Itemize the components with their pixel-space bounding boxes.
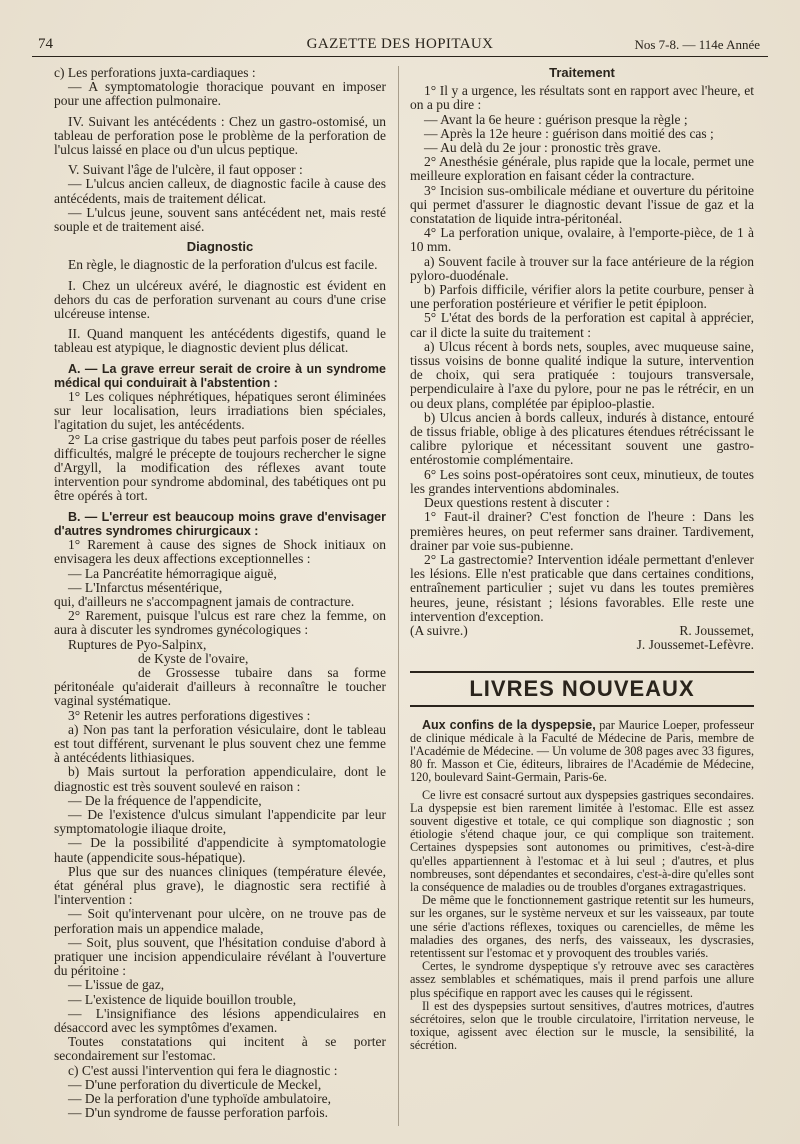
- paragraph: a) Souvent facile à trouver sur la face antérieure de la région pyloro-duodénale.: [410, 253, 754, 283]
- paragraph: — L'existence de liquide bouillon trouble,: [68, 991, 297, 1007]
- paragraph: 3° Incision sus-ombilicale médiane et ouverture du péritoine qui permet d'assurer le diagnostic devant l'issue de gaz et la constatation de liquide intra-péritonéal.: [410, 182, 754, 227]
- paragraph: b) Mais surtout la perforation appendiculaire, dont le diagnostic est très souvent soulevé en raison :: [54, 764, 386, 794]
- paragraph: 1° Rarement à cause des signes de Shock initiaux on envisagera les deux affections exceptionnelles :: [54, 537, 386, 567]
- paragraph: — De la fréquence de l'appendicite,: [68, 792, 262, 808]
- paragraph: 2° La crise gastrique du tabes peut parfois poser de réelles difficultés, malgré le précepte de toujours rechercher le signe d'Argyll, la modification des réflexes avant toute intervention pour syndrome abdominal, des tabétiques ont pu être opérés à tort.: [54, 431, 386, 504]
- paragraph: 1° Il y a urgence, les résultats sont en rapport avec l'heure, et on a pu dire :: [410, 83, 754, 113]
- paragraph: de Kyste de l'ovaire,: [138, 650, 249, 666]
- paragraph: — L'ulcus jeune, souvent sans antécédent net, mais resté souple et de traitement aisé.: [54, 204, 386, 235]
- paragraph: qui, d'ailleurs ne s'accompagnent jamais de contracture.: [54, 593, 355, 609]
- paragraph: — De la perforation d'une typhoïde ambulatoire,: [68, 1091, 331, 1107]
- to-be-continued: (A suivre.): [410, 622, 468, 638]
- paragraph: — D'une perforation du diverticule de Meckel,: [68, 1076, 322, 1092]
- paragraph: I. Chez un ulcéreux avéré, le diagnostic est évident en dehors du cas de perforation survenant au cours d'une crise ulcéreuse intense.: [54, 277, 386, 322]
- paragraph: Certes, le syndrome dyspeptique s'y retrouve avec ses caractères assez semblables et schématiques, mais il prend parfois une allure plus spécifique en rapport avec les causes qui le régissent.: [410, 959, 754, 1000]
- paragraph: b) Ulcus ancien à bords calleux, indurés à distance, entouré de tissus friable, oblige à des plicatures étendues rétrécissant le calibre pylorique et nécessitant souvent une gastro-entérostomie complémentaire.: [410, 409, 754, 468]
- paragraph: 1° Faut-il drainer? C'est fonction de l'heure : Dans les premières heures, on peut refermer sans drainer. Tardivement, drainer par voie sus-pubienne.: [410, 509, 754, 553]
- paragraph: — Avant la 6e heure : guérison presque la règle ;: [424, 111, 688, 127]
- paragraph: — L'ulcus ancien calleux, de diagnostic facile à cause des antécédents, mais de traitement délicat.: [54, 176, 386, 206]
- paragraph: Il est des dyspepsies surtout sensitives, d'autres motrices, d'autres sécrétoires, selon que le trouble circulatoire, l'irritation nerveuse, le toxique, agissent avec élection sur le muscle, la sensibilité, la sécrétion.: [410, 998, 754, 1053]
- left-column: [54, 66, 386, 1120]
- column-divider: [398, 66, 399, 1126]
- journal-title: GAZETTE DES HOPITAUX: [306, 36, 494, 52]
- paragraph: de Grossesse tubaire dans sa forme péritonéale qu'aiderait d'ailleurs à reconnaître le toucher vaginal systématique.: [54, 664, 386, 709]
- paragraph: — D'un syndrome de fausse perforation parfois.: [68, 1105, 328, 1121]
- paragraph: — De l'existence d'ulcus simulant l'appendicite par leur symptomatologie iliaque droite,: [54, 806, 386, 837]
- paragraph: De même que le fonctionnement gastrique retentit sur les humeurs, sur les organes, sur le système nerveux et sur les vaisseaux, par toute une série d'actions réflexes, toxiques ou carencielles, de même les maladies des organes, des nerfs, des vaisseaux, les dyscrasies, retentissent sur l'estomac et y provoquent des troubles variés.: [410, 893, 754, 960]
- paragraph: — De la possibilité d'appendicite à symptomatologie haute (appendicite sous-hépatique).: [54, 835, 386, 865]
- paragraph: — Soit, plus souvent, que l'hésitation conduise d'abord à pratiquer une incision appendiculaire révélant à l'ouverture du péritoine :: [54, 934, 386, 979]
- header-rule: [32, 56, 768, 57]
- paragraph: 2° La gastrectomie? Intervention idéale permettant d'enlever les lésions. Elle n'est praticable que dans certaines conditions, entraînement particulier ; sujet vu dans les toutes premières heures, jeune, résistant ; lésions favorables. Elle reste une intervention d'exception.: [410, 551, 754, 624]
- author-1: R. Joussemet,: [679, 623, 754, 639]
- section-heading: Traitement: [549, 65, 615, 80]
- right-column: [410, 66, 754, 1053]
- paragraph: II. Quand manquent les antécédents digestifs, quand le tableau est atypique, le diagnostic devient plus délicat.: [54, 326, 386, 356]
- paragraph: 1° Les coliques néphrétiques, hépatiques seront éliminées sur leur localisation, leurs irradiations bien spéciales, l'agitation du sujet, les antécédents.: [54, 389, 386, 433]
- page-number: 74: [38, 36, 53, 52]
- paragraph: Ruptures de Pyo-Salpinx,: [68, 636, 207, 652]
- paragraph: IV. Suivant les antécédents : Chez un gastro-ostomisé, un tableau de perforation pose le problème de la perforation de l'ulcus laissé en place ou d'un ulcus peptique.: [54, 113, 386, 158]
- review-title: Aux confins de la dyspepsie,: [422, 717, 596, 732]
- paragraph: En règle, le diagnostic de la perforation d'ulcus est facile.: [68, 257, 378, 273]
- paragraph: — A symptomatologie thoracique pouvant en imposer pour une affection pulmonaire.: [54, 79, 386, 109]
- paragraph: Plus que sur des nuances cliniques (température élevée, état général plus grave), le diagnostic sera rectifié à l'intervention :: [54, 863, 386, 908]
- section-banner: LIVRES NOUVEAUX: [410, 671, 754, 707]
- section-heading: Diagnostic: [186, 239, 254, 255]
- paragraph: a) Non pas tant la perforation vésiculaire, dont le tableau est tout différent, survenant le plus souvent chez une femme à antécédents lithiasiques.: [54, 721, 386, 766]
- review-intro: par Maurice Loeper, professeur de clinique médicale à la Faculté de Médecine de Paris, membre de l'Académie de Médecine. — Un volume de 308 pages avec 33 figures, 80 fr. Masson et Cie, éditeurs, libraires de l'Académie de Médecine, 120, boulevard Saint-Germain, Paris-6e.: [410, 717, 755, 785]
- paragraph: Toutes constatations qui incitent à se porter secondairement sur l'estomac.: [54, 1034, 386, 1064]
- paragraph: 2° Rarement, puisque l'ulcus est rare chez la femme, on aura à discuter les syndromes gynécologiques :: [54, 608, 386, 638]
- paragraph: — L'Infarctus mésentérique,: [68, 579, 223, 595]
- paragraph: 2° Anesthésie générale, plus rapide que la locale, permet une meilleure exploration en faisant céder la contracture.: [410, 154, 754, 184]
- paragraph: — Soit qu'intervenant pour ulcère, on ne trouve pas de perforation mais un appendice malade,: [54, 906, 386, 936]
- paragraph: 5° L'état des bords de la perforation est capital à apprécier, car il dicte la suite du traitement :: [410, 310, 754, 340]
- paragraph: — La Pancréatite hémorragique aiguë,: [68, 565, 277, 581]
- paragraph: c) Les perforations juxta-cardiaques :: [54, 65, 256, 80]
- paragraph: b) Parfois difficile, vérifier alors la petite courbure, penser à une perforation postérieure et vérifier le petit épiploon.: [410, 282, 754, 312]
- paragraph: Ce livre est consacré surtout aux dyspepsies gastriques secondaires. La dyspepsie est bien rarement limitée à l'estomac. Elle est assez souvent digestive et totale, ce qui complique son diagnostic ; son étiologie s'étend chaque jour, ce qui complique son traitement. Certaines dyspepsies sont autonomes ou primitives, c'est-à-dire qu'elles appartiennent à l'estomac et à lui seul ; d'autres, et plus nombreuses, sont dépendantes et secondaires, c'est-à-dire qu'elles sont la conséquence de maladies ou de troubles d'organes extragastriques.: [410, 787, 754, 894]
- paragraph: a) Ulcus récent à bords nets, souples, avec muqueuse saine, tissus voisins de bonne qualité indique la suture, intervention de choix, qui sera pratiquée : toujours transversale, perpendiculaire à l'axe du pylore, pour ne pas le rétrécir, en un ou deux plans, complétée par épiploo-plastie.: [410, 338, 754, 411]
- book-review: [410, 719, 754, 1053]
- paragraph: — Après la 12e heure : guérison dans moitié des cas ;: [424, 125, 714, 141]
- paragraph: — L'issue de gaz,: [68, 977, 165, 993]
- subheading: A. — La grave erreur serait de croire à un syndrome médical qui conduirait à l'abstention :: [54, 361, 386, 390]
- paragraph: — Au delà du 2e jour : pronostic très grave.: [424, 140, 661, 156]
- paragraph: Deux questions restent à discuter :: [424, 495, 610, 511]
- paragraph: c) C'est aussi l'intervention qui fera le diagnostic :: [68, 1062, 338, 1078]
- page-header: [32, 34, 768, 56]
- paragraph: V. Suivant l'âge de l'ulcère, il faut opposer :: [68, 162, 303, 178]
- paragraph: 3° Retenir les autres perforations digestives :: [68, 707, 311, 723]
- author-2: J. Joussemet-Lefèvre.: [636, 637, 754, 653]
- issue-label: Nos 7-8. — 114e Année: [634, 37, 760, 52]
- paragraph: 4° La perforation unique, ovalaire, à l'emporte-pièce, de 1 à 10 mm.: [410, 225, 754, 255]
- paragraph: — L'insignifiance des lésions appendiculaires en désaccord avec les symptômes d'examen.: [54, 1005, 386, 1035]
- subheading: B. — L'erreur est beaucoup moins grave d'envisager d'autres syndromes chirurgicaux :: [54, 509, 386, 538]
- paragraph: 6° Les soins post-opératoires sont ceux, minutieux, de toutes les grandes interventions abdominales.: [410, 466, 754, 496]
